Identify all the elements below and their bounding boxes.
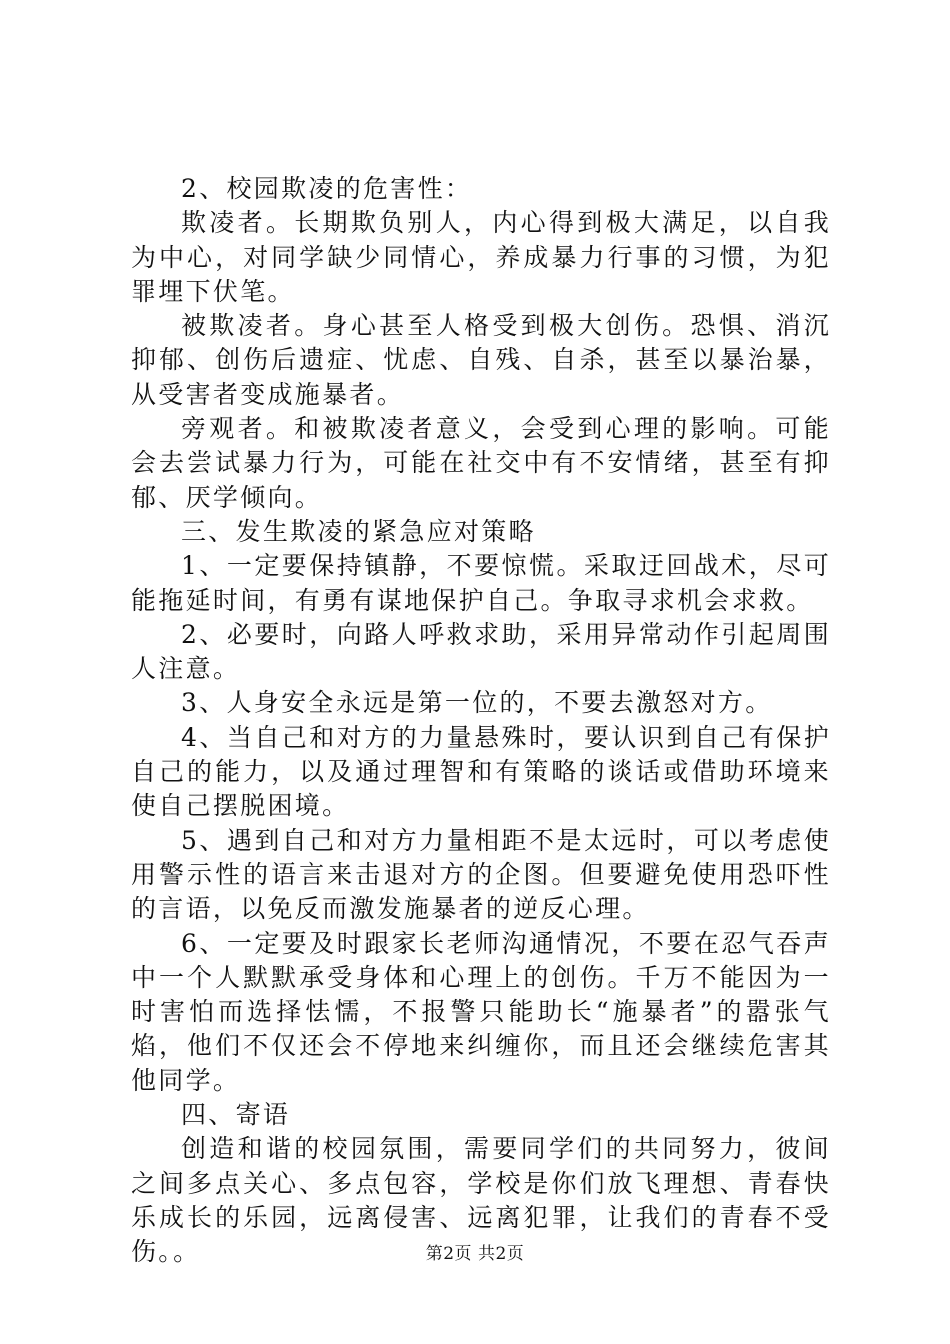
strategy-item-5: 5、遇到自己和对方力量相距不是太远时，可以考虑使用警示性的语言来击退对方的企图。但要避免使用恐吓性的言语，以免反而激发施暴者的逆反心理。 [131, 825, 831, 924]
strategy-item-4: 4、当自己和对方的力量悬殊时，要认识到自己有保护自己的能力，以及通过理智和有策略的谈话或借助环境来使自己摆脱困境。 [131, 722, 831, 821]
strategy-item-3: 3、人身安全永远是第一位的，不要去激怒对方。 [181, 688, 773, 718]
paragraph-bully: 欺凌者。长期欺负别人，内心得到极大满足，以自我为中心，对同学缺少同情心，养成暴力行事的习惯，为犯罪埋下伏笔。 [131, 208, 831, 306]
strategy-item-1: 1、一定要保持镇静，不要惊慌。采取迂回战术，尽可能拖延时间，有勇有谋地保护自己。争取寻求机会求救。 [131, 551, 831, 615]
section-heading-response: 三、发生欺凌的紧急应对策略 [181, 516, 536, 546]
document-body [131, 172, 831, 1270]
section-heading-message: 四、寄语 [181, 1100, 291, 1130]
strategy-item-6: 6、一定要及时跟家长老师沟通情况，不要在忍气吞声中一个人默默承受身体和心理上的创伤。千万不能因为一时害怕而选择怯懦，不报警只能助长“施暴者”的嚣张气焰，他们不仅还会不停地来纠缠你，而且还会继续危害其他同学。 [131, 928, 831, 1095]
paragraph-bystander: 旁观者。和被欺凌者意义，会受到心理的影响。可能会去尝试暴力行为，可能在社交中有不安情绪，甚至有抑郁、厌学倾向。 [131, 414, 831, 512]
section-heading-harm: 2、校园欺凌的危害性： [181, 174, 473, 203]
page-number-footer: 第2页 共2页 [425, 1244, 525, 1264]
paragraph-victim: 被欺凌者。身心甚至人格受到极大创伤。恐惧、消沉抑郁、创伤后遗症、忧虑、自残、自杀，甚至以暴治暴，从受害者变成施暴者。 [131, 311, 831, 409]
strategy-item-2: 2、必要时，向路人呼救求助，采用异常动作引起周围人注意。 [131, 619, 831, 684]
paragraph-closing-message: 创造和谐的校园氛围，需要同学们的共同努力，彼间之间多点关心、多点包容，学校是你们放飞理想、青春快乐成长的乐园，远离侵害、远离犯罪，让我们的青春不受伤。。 [131, 1134, 831, 1267]
